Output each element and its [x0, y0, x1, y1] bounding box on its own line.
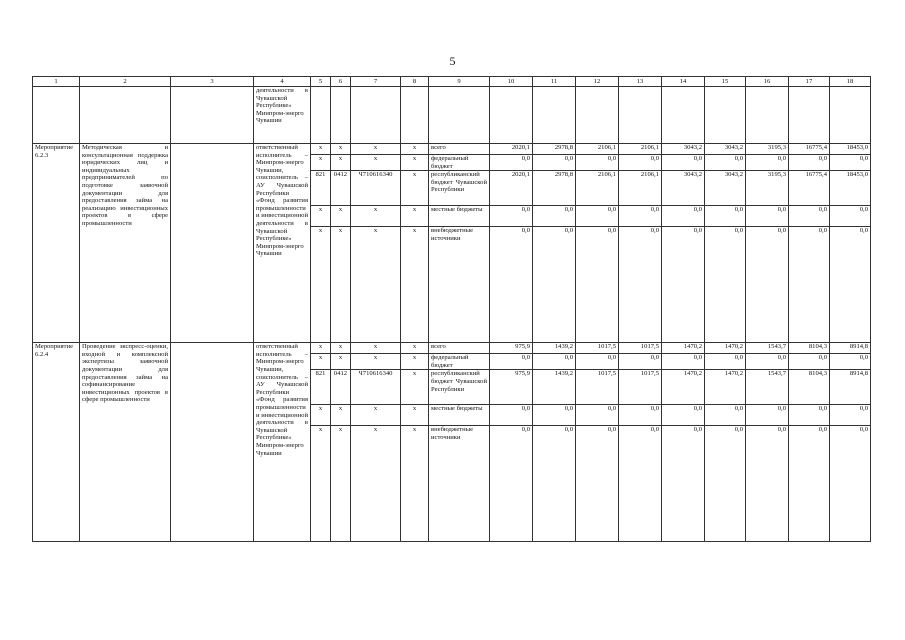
- amount-cell: 0,0: [662, 155, 705, 171]
- budget-code-cell: x: [351, 206, 401, 227]
- budget-code-cell: x: [401, 227, 429, 343]
- amount-cell: 0,0: [533, 354, 576, 370]
- amount-cell: 18453,0: [830, 171, 871, 206]
- header-col: 1: [33, 77, 80, 87]
- funding-row: [33, 144, 871, 155]
- budget-code-cell: x: [311, 206, 331, 227]
- budget-code-cell: x: [311, 155, 331, 171]
- amount-cell: 0,0: [789, 405, 830, 426]
- budget-code-cell: x: [401, 155, 429, 171]
- measure-code: Мероприятие 6.2.4: [33, 343, 80, 542]
- header-col: 2: [80, 77, 171, 87]
- amount-cell: 3043,2: [705, 144, 746, 155]
- header-col: 8: [401, 77, 429, 87]
- budget-code-cell: x: [401, 426, 429, 542]
- amount-cell: 8104,3: [789, 370, 830, 405]
- amount-cell: 1017,5: [576, 370, 619, 405]
- funding-source: всего: [429, 343, 490, 354]
- amount-cell: 1470,2: [705, 370, 746, 405]
- amount-cell: 1470,2: [705, 343, 746, 354]
- budget-code-cell: x: [331, 155, 351, 171]
- budget-code-cell: x: [351, 405, 401, 426]
- continuation-row: [33, 87, 871, 144]
- amount-cell: 2106,1: [576, 144, 619, 155]
- budget-code-cell: x: [351, 155, 401, 171]
- header-col: 4: [254, 77, 311, 87]
- amount-cell: 1470,2: [662, 343, 705, 354]
- amount-cell: 8104,3: [789, 343, 830, 354]
- amount-cell: 0,0: [662, 426, 705, 542]
- budget-code-cell: x: [351, 426, 401, 542]
- amount-cell: 0,0: [746, 206, 789, 227]
- header-col: 17: [789, 77, 830, 87]
- amount-cell: 0,0: [576, 227, 619, 343]
- measure-name: Проведение экспресс-оценки, входной и комплексной экспертизы заявочной документации для предоставления займа на софинансирование инвестиционных проектов в сфере промышленности: [80, 343, 171, 542]
- amount-cell: 0,0: [576, 206, 619, 227]
- budget-code-cell: x: [401, 144, 429, 155]
- budget-code-cell: x: [331, 354, 351, 370]
- budget-code-cell: x: [351, 343, 401, 354]
- budget-code-cell: x: [401, 343, 429, 354]
- budget-code-cell: 0412: [331, 370, 351, 405]
- amount-cell: 1470,2: [662, 370, 705, 405]
- amount-cell: 0,0: [830, 227, 871, 343]
- header-col: 11: [533, 77, 576, 87]
- header-col: 16: [746, 77, 789, 87]
- amount-cell: 0,0: [830, 354, 871, 370]
- amount-cell: 0,0: [533, 155, 576, 171]
- amount-cell: 0,0: [746, 426, 789, 542]
- header-col: 13: [619, 77, 662, 87]
- budget-code-cell: x: [401, 171, 429, 206]
- budget-code-cell: x: [311, 405, 331, 426]
- amount-cell: 1017,5: [619, 370, 662, 405]
- budget-code-cell: x: [401, 354, 429, 370]
- amount-cell: 1017,5: [576, 343, 619, 354]
- amount-cell: 3043,2: [705, 171, 746, 206]
- funding-source: внебюджетные источники: [429, 426, 490, 542]
- amount-cell: 16775,4: [789, 144, 830, 155]
- amount-cell: 0,0: [619, 405, 662, 426]
- amount-cell: 0,0: [576, 354, 619, 370]
- amount-cell: 0,0: [705, 155, 746, 171]
- budget-code-cell: x: [311, 343, 331, 354]
- budget-code-cell: x: [351, 144, 401, 155]
- funding-source: республиканский бюджет Чувашской Республики: [429, 370, 490, 405]
- amount-cell: 2978,8: [533, 144, 576, 155]
- amount-cell: 0,0: [830, 155, 871, 171]
- measure-name: Методическая и консультационная поддержка юридических лиц и индивидуальных предпринимателей по подготовке заявочной документации для предоставления займа на реализацию инвестиционных проектов в сфере промышленности: [80, 144, 171, 343]
- amount-cell: 1017,5: [619, 343, 662, 354]
- amount-cell: 0,0: [619, 354, 662, 370]
- funding-source: местные бюджеты: [429, 405, 490, 426]
- amount-cell: 1543,7: [746, 343, 789, 354]
- amount-cell: 0,0: [746, 155, 789, 171]
- amount-cell: 3043,2: [662, 144, 705, 155]
- budget-code-cell: x: [401, 370, 429, 405]
- budget-code-cell: x: [351, 354, 401, 370]
- funding-source: всего: [429, 144, 490, 155]
- amount-cell: 0,0: [746, 354, 789, 370]
- amount-cell: 3195,3: [746, 144, 789, 155]
- budget-code-cell: x: [311, 144, 331, 155]
- executor-cont: деятельности в Чувашской Республике» Минпром-энерго Чувашии: [254, 87, 311, 144]
- budget-code-cell: x: [331, 227, 351, 343]
- amount-cell: 8914,8: [830, 370, 871, 405]
- amount-cell: 0,0: [533, 426, 576, 542]
- amount-cell: 0,0: [789, 155, 830, 171]
- amount-cell: 2106,1: [619, 144, 662, 155]
- amount-cell: 1543,7: [746, 370, 789, 405]
- amount-cell: 0,0: [789, 206, 830, 227]
- budget-code-cell: x: [401, 405, 429, 426]
- header-col: 7: [351, 77, 401, 87]
- header-col: 10: [490, 77, 533, 87]
- amount-cell: 1439,2: [533, 343, 576, 354]
- amount-cell: 0,0: [746, 405, 789, 426]
- budget-code-cell: x: [331, 206, 351, 227]
- amount-cell: 0,0: [619, 426, 662, 542]
- amount-cell: 16775,4: [789, 171, 830, 206]
- amount-cell: 0,0: [576, 155, 619, 171]
- amount-cell: 0,0: [705, 354, 746, 370]
- amount-cell: 0,0: [490, 206, 533, 227]
- amount-cell: 0,0: [619, 155, 662, 171]
- measure-executor: ответственный исполнитель – Минпром-энерго Чувашии, соисполнитель – АУ Чувашской Республики «Фонд развития промышленности и инвестиционной деятельности в Чувашской Республике» Минпром-энерго Чувашии: [254, 144, 311, 343]
- amount-cell: 0,0: [576, 405, 619, 426]
- col3-cell: [171, 343, 254, 542]
- budget-code-cell: x: [331, 144, 351, 155]
- amount-cell: 0,0: [705, 405, 746, 426]
- measure-code: Мероприятие 6.2.3: [33, 144, 80, 343]
- amount-cell: 0,0: [662, 206, 705, 227]
- col3-cell: [171, 144, 254, 343]
- header-col: 9: [429, 77, 490, 87]
- amount-cell: 0,0: [662, 405, 705, 426]
- amount-cell: 0,0: [705, 206, 746, 227]
- header-col: 18: [830, 77, 871, 87]
- measure-executor: ответственный исполнитель – Минпром-энерго Чувашии, соисполнитель – АУ Чувашской Республики «Фонд развития промышленности и инвестиционной деятельности в Чувашской Республике» Минпром-энерго Чувашии: [254, 343, 311, 542]
- amount-cell: 0,0: [789, 227, 830, 343]
- amount-cell: 0,0: [490, 354, 533, 370]
- budget-code-cell: x: [401, 206, 429, 227]
- amount-cell: 3043,2: [662, 171, 705, 206]
- amount-cell: 0,0: [490, 227, 533, 343]
- amount-cell: 0,0: [662, 227, 705, 343]
- header-col: 3: [171, 77, 254, 87]
- amount-cell: 0,0: [705, 426, 746, 542]
- budget-code-cell: x: [331, 343, 351, 354]
- amount-cell: 0,0: [789, 354, 830, 370]
- amount-cell: 0,0: [789, 426, 830, 542]
- amount-cell: 2106,1: [619, 171, 662, 206]
- amount-cell: 975,9: [490, 370, 533, 405]
- amount-cell: 0,0: [830, 426, 871, 542]
- funding-source: местные бюджеты: [429, 206, 490, 227]
- header-col: 15: [705, 77, 746, 87]
- program-table: [32, 76, 871, 542]
- amount-cell: 0,0: [490, 405, 533, 426]
- amount-cell: 2020,1: [490, 144, 533, 155]
- funding-source: внебюджетные источники: [429, 227, 490, 343]
- amount-cell: 18453,0: [830, 144, 871, 155]
- amount-cell: 2106,1: [576, 171, 619, 206]
- amount-cell: 1439,2: [533, 370, 576, 405]
- funding-source: федеральный бюджет: [429, 354, 490, 370]
- budget-code-cell: 0412: [331, 171, 351, 206]
- amount-cell: 3195,3: [746, 171, 789, 206]
- budget-code-cell: x: [311, 354, 331, 370]
- budget-code-cell: x: [351, 227, 401, 343]
- amount-cell: 0,0: [533, 227, 576, 343]
- amount-cell: 0,0: [746, 227, 789, 343]
- header-col: 6: [331, 77, 351, 87]
- funding-source: федеральный бюджет: [429, 155, 490, 171]
- amount-cell: 8914,8: [830, 343, 871, 354]
- page-number: 5: [449, 54, 456, 68]
- header-col: 12: [576, 77, 619, 87]
- amount-cell: 0,0: [490, 426, 533, 542]
- amount-cell: 0,0: [533, 206, 576, 227]
- amount-cell: 0,0: [533, 405, 576, 426]
- amount-cell: 2020,1: [490, 171, 533, 206]
- funding-source: республиканский бюджет Чувашской Республики: [429, 171, 490, 206]
- amount-cell: 975,9: [490, 343, 533, 354]
- amount-cell: 0,0: [705, 227, 746, 343]
- amount-cell: 0,0: [662, 354, 705, 370]
- budget-code-cell: 821: [311, 370, 331, 405]
- funding-row: [33, 343, 871, 354]
- amount-cell: 0,0: [619, 206, 662, 227]
- amount-cell: 0,0: [830, 405, 871, 426]
- amount-cell: 0,0: [490, 155, 533, 171]
- budget-code-cell: x: [331, 426, 351, 542]
- budget-code-cell: 821: [311, 171, 331, 206]
- amount-cell: 2978,8: [533, 171, 576, 206]
- header-col: 5: [311, 77, 331, 87]
- budget-code-cell: Ч710616340: [351, 370, 401, 405]
- amount-cell: 0,0: [830, 206, 871, 227]
- amount-cell: 0,0: [619, 227, 662, 343]
- budget-code-cell: x: [331, 405, 351, 426]
- budget-code-cell: x: [311, 227, 331, 343]
- budget-code-cell: x: [311, 426, 331, 542]
- header-col: 14: [662, 77, 705, 87]
- budget-code-cell: Ч710616340: [351, 171, 401, 206]
- header-row: [33, 77, 871, 87]
- amount-cell: 0,0: [576, 426, 619, 542]
